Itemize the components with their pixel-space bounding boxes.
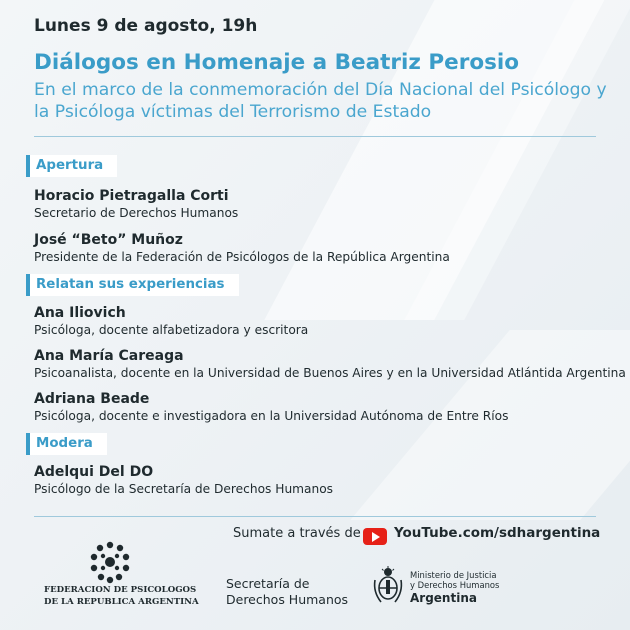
ministerio-line-1: Ministerio de Justicia [410,570,497,580]
section-apertura: Apertura [26,155,117,177]
section-modera: Modera [26,433,107,455]
speaker-role: Presidente de la Federación de Psicólogos de la República Argentina [34,250,450,264]
speaker-role: Psicóloga, docente e investigadora en la Universidad Autónoma de Entre Ríos [34,409,509,423]
argentina-coat-of-arms [372,566,404,606]
ministerio-country: Argentina [410,591,477,605]
speaker-name: José “Beto” Muñoz [34,232,183,248]
event-date: Lunes 9 de agosto, 19h [34,16,258,36]
event-subtitle: En el marco de la conmemoración del Día Nacional del Psicólogo y la Psicóloga víctimas del Terrorismo de Estado [34,80,607,122]
speaker-name: Adelqui Del DO [34,464,154,480]
join-text: Sumate a través de [233,526,361,541]
federacion-line-2: DE LA REPUBLICA ARGENTINA [44,597,199,607]
speaker-jose-munoz [34,232,450,265]
federacion-psicologos-name [44,584,199,608]
speaker-role: Secretario de Derechos Humanos [34,206,239,220]
speaker-adriana-beade [34,391,508,424]
speaker-name: Adriana Beade [34,391,150,407]
divider [34,136,596,137]
speaker-role: Psicoanalista, docente en la Universidad de Buenos Aires y en la Universidad Atlántida Argentina [34,366,626,380]
speaker-name: Ana Iliovich [34,305,126,321]
speaker-name: Ana María Careaga [34,348,184,364]
speaker-ana-maria-careaga [34,348,626,381]
speaker-ana-iliovich [34,305,308,338]
federacion-line-1: FEDERACION DE PSICOLOGOS [44,585,197,595]
footer-divider [34,516,596,517]
secretaria-line-1: Secretaría de [226,576,310,591]
speaker-adelqui-del-do [34,464,333,497]
speaker-role: Psicólogo de la Secretaría de Derechos Humanos [34,482,334,496]
section-relatan: Relatan sus experiencias [26,274,239,296]
federacion-psicologos-logo [88,540,132,584]
speaker-role: Psicóloga, docente alfabetizadora y escritora [34,323,309,337]
event-title: Diálogos en Homenaje a Beatriz Perosio [34,50,520,75]
youtube-play-icon[interactable] [363,528,387,545]
ministerio-name [410,571,499,590]
ministerio-line-2: y Derechos Humanos [410,579,500,590]
secretaria-line-2: Derechos Humanos [226,592,349,607]
secretaria-ddhh-name [226,576,348,608]
speaker-horacio-pietragalla [34,188,238,221]
speaker-name: Horacio Pietragalla Corti [34,188,229,204]
youtube-link[interactable]: YouTube.com/sdhargentina [394,525,601,541]
